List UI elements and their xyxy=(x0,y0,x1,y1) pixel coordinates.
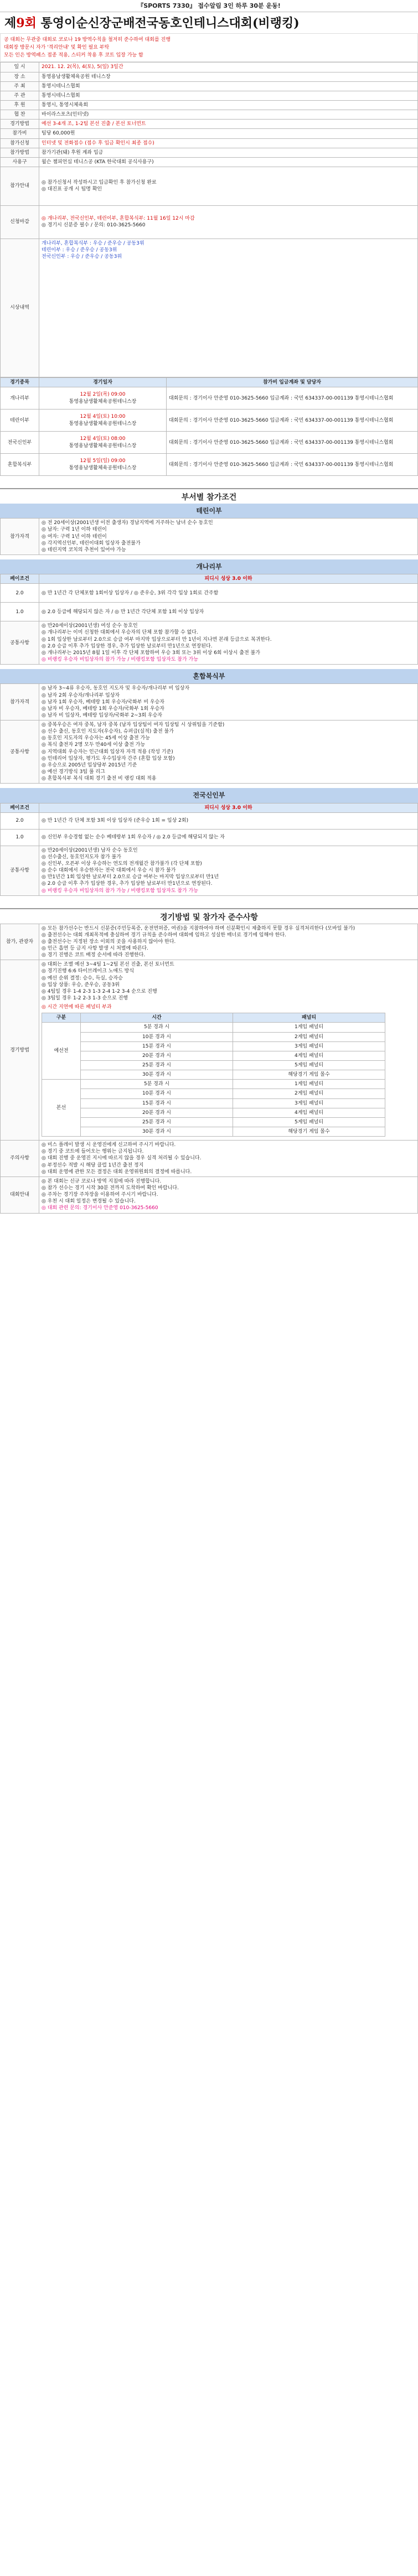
section-national: 전국신인부 xyxy=(0,788,418,802)
section-conditions: 부서별 참가조건 xyxy=(0,488,418,504)
notice-1: 공 대회는 무관중 대회로 코로나 19 방역수칙을 철저히 준수하여 대회를 진행 xyxy=(4,37,171,43)
notice-2: 대회장 방문시 자가 '격리안내' 및 확인 필요 부탁 xyxy=(4,45,110,51)
rules-table: 참가, 관광자 ◎ 모든 참가선수는 반드시 신분증(주민등록증, 운전면허증, 여권)을 지참하여야 하며 신분확인시 제출하지 못할 경우 실격처리한다 (모바일 불가) ◎ 출전선수는 대회 개최목적에 충실하여 경기 규칙을 준수하여 대회에 임하고 성실한 매너로 경기에 임해야 한다. ◎ 출전선수는 지정된 장소 이외의 곳을 사용하지 않아야 한다. ◎ 인근 흡연 등 금지 사항 발생 시 처벌에 따른다. ◎ 경기 진행은 코트 배정 순서에 따라 진행한다. 경기방법 ◎ 대회는 조별 예선 3~4팀 1~2팀 본선 진출, 본선 토너먼트 ◎ 경기진행 6:6 타이브레이크 노애드 방식 ◎ 예선 순위 결정: 승수, 득실, 승자승 ◎ 입상 상품: 우승, 준우승, 공동3위 ◎ 4팀일 경우 1-4 2-3 1-3 2-4 1-2 3-4 순으로 진행 ◎ 3팀일 경우 1-2 2-3 1-3 순으로 진행 ◎ 시간 지연에 따른 패널티 부과 구분 시간 패널티 예선전 5분 경과 시 1게임 패널티 10분 경과 시 2게임 패널티 15분 경과 시 3게임 패널티 20분 경과 시 4게임 패널티 25분 경과 시 5게임 패널티 30분 경과 시 해당경기 게임 몰수 본선 5분 경과 시 1게임 패널티 10분 경과 시 2게임 패널티 15분 경과 시 3게임 패널티 20분 경과 시 4게임 패널티 25분 경과 시 5게임 패널티 30분 경과 시 해당경기 게임 몰수 주의사항 ◎ 미스 플레이 발생 시 운영진에게 신고하여 주시기 바랍니다. ◎ 경기 중 코트에 들어오는 행위는 금지됩니다. ◎ 대회 진행 중 운영진 지시에 따르지 않을 경우 실격 처리될 수 있습니다. ◎ 부정선수 적발 시 해당 클럽 1년간 출전 정지 ◎ 대회 운영에 관한 모든 결정은 대회 운영위원회의 결정에 따릅니다. 대회안내 ◎ 본 대회는 신규 코로나 방역 지침에 따라 진행합니다. ◎ 참가 선수는 경기 시작 30분 전까지 도착하여 확인 바랍니다. ◎ 주차는 경기장 주차장을 이용하여 주시기 바랍니다. ◎ 우천 시 대회 일정은 변경될 수 있습니다. ◎ 대회 관련 문의: 경기이사 안준영 010-3625-5660 xyxy=(0,924,418,1214)
page-title: 제9회 통영이순신장군배전국동호인테니스대회(비랭킹) xyxy=(4,16,300,30)
notice-box xyxy=(0,33,418,62)
info-table: 일 시 2021. 12. 2(목), 4(토), 5(일) 3일간 장 소 통영용남생활체육공원 테니스장 주 최 통영시테니스협회 주 관 통영시테니스협회 후 원 통영시, 통영시체육회 협 찬 바이라스포츠(인터넷) 경기방법 예선 3-4개 조, 1-2팀 본선 진출 / 본선 토너먼트 참가비 팀당 60,000원 참가신청 인터넷 및 전화접수 (접수 후 입금 확인시 최종 접수) 참가방법 참가기관(돼) 후원 계좌 입금 사용구 월슨 챔피언십 테니스공 (KTA 한국대회 공식사용구) 참가안내 ◎ 참가신청서 작성하시고 입금확인 후 참가신청 완료 ◎ 대진표 공개 시 팀명 확인 신청마감 ◎ 개나리부, 전국신인부, 테린이부, 혼합복식부: 11월 16일 12시 마감 ◎ 경기시 신분증 필수 / 문의: 010-3625-5660 시상내역 개나리부, 혼합복식부 : 우승 / 준우승 / 공동3위 테린이부 : 우승 / 준우승 / 공동3위 전국신인부 : 우승 / 준우승 / 공동3위 xyxy=(0,62,418,377)
section-gaenari: 개나리부 xyxy=(0,559,418,574)
terini-table: 참가자격 ◎ 전 20세이상(2001년생 이전 출생자) 경남지역에 거주하는 남녀 순수 동호인 ◎ 남자: 구력 1년 이하 테린이 ◎ 여자: 구력 1년 이하 테린이 ◎ 각지역신인부, 테린이대회 입상자 출전불가 ◎ 테린지역 코치의 추천이 있어야 가능 xyxy=(0,518,418,555)
penalty-table: 구분 시간 패널티 예선전 5분 경과 시 1게임 패널티 10분 경과 시 2게임 패널티 15분 경과 시 3게임 패널티 20분 경과 시 4게임 패널티 25분 경과 시 5게임 패널티 30분 경과 시 해당경기 게임 몰수 본선 5분 경과 시 1게임 패널티 10분 경과 시 2게임 패널티 15분 경과 시 3게임 패널티 20분 경과 시 4게임 패널티 25분 경과 시 5게임 패널티 30분 경과 시 해당경기 게임 몰수 xyxy=(42,1013,385,1137)
mixed-table: 참가자격 ◎ 남자 3~4류 우승자, 동호인 지도자 및 우승자/개나리부 비 입상자 ◎ 남자 2회 우승자/개나리부 입상자 ◎ 남자 1회 우승자, 베테랑 1회 우승자/국화부 비 우승자 ◎ 남자 비 우승자, 베테랑 1회 우승자/국화부 1회 우승자 ◎ 남자 비 입상자, 베테랑 입상자/국화부 2~3회 우승자 공통사항 ◎ 중복우승은 여자 중복, 남자 중복 (남자 입상팀이 여자 입상팀 시 상위팀을 기준함) ◎ 선수 출신, 동호인 지도자(우승자), 슈퍼급(실적) 출전 불가 ◎ 동호인 지도자의 우승자는 45세 이상 출전 가능 ◎ 복식 출전자 2명 모두 만40세 이상 출전 가능 ◎ 지역대회 우승자는 인근대회 입상자 자격 적용 (작성 기준) ◎ 인테리어 입상자, 평가도 우수입상자 간주 (혼합 입상 포함) ◎ 우승으로 2005년 입상당부 2015년 기준 ◎ 예선 경기방식 3팀 풀 리그 ◎ 혼합복식부 복식 대회 경기 출전 비 랭킹 대회 적용 xyxy=(0,683,418,784)
section-terini: 테린이부 xyxy=(0,504,418,518)
schedule-table: 경기종목 경기일자 참가비 입금계좌 및 담당자 개나리부 12월 2일(목) 09:00 통영용남생활체육공원테니스장 대회문의 : 경기이사 안준영 010-3625-5660 입금계좌 : 국민 634337-00-001139 통영시테니스협회 테린이부 12월 4일(토) 10:00 통영용남생활체육공원테니스장 대회문의 : 경기이사 안준영 010-3625-5660 입금계좌 : 국민 634337-00-001139 통영시테니스협회 전국신인부 12월 4일(토) 08:00 통영용남생활체육공원테니스장 대회문의 : 경기이사 안준영 010-3625-5660 입금계좌 : 국민 634337-00-001139 통영시테니스협회 혼합복식부 12월 5일(일) 09:00 통영용남생활체육공원테니스장 대회문의 : 경기이사 안준영 010-3625-5660 입금계좌 : 국민 634337-00-001139 통영시테니스협회 xyxy=(0,377,418,476)
gaenari-table: 페이조건 피디시 성상 3.0 이하 2.0 ◎ 만 1년간 각 단체포함 1회이상 입상자 / ◎ 준우승, 3위 각각 입상 1회로 간주함 1.0 ◎ 2.0 등급에 해당되지 않은 자 / ◎ 만 1년간 각단체 포함 1회 이상 입상자 공통사항 ◎ 만20세이상(2001년생) 여성 순수 동호인 ◎ 개나리부는 이미 신청한 대회에서 우승자의 단체 포함 참가할 수 없다. ◎ 1회 입상한 남로부터 2.0으로 승급 여부 마지막 입상으로부터 만 1년이 지나면 본래 등급으로 복귀한다. ◎ 2.0 승급 이후 추가 입상한 경우, 추가 입상한 날로부터 만1년으로 연장된다. ◎ 개나리부는 2015년 8월 1일 이후 각 단체 포함하여 우승 3회 또는 3위 이상 6회 이상시 출전 불가 ◎ 비랭킹 우승자 비입상자의 참가 가능 / 비랭킹포함 입상자도 참가 가능 xyxy=(0,574,418,665)
national-table: 페이조건 피디시 성상 3.0 이하 2.0 ◎ 만 1년간 각 단체 포함 3회 이상 입상자 (준우승 1회 = 입상 2회) 1.0 ◎ 신인부 우승경험 없는 순수 베테랑부 1회 우승자 / ◎ 2.0 등급에 해당되지 않는 자 공통사항 ◎ 만20세이상(2001년생) 남자 순수 동호인 ◎ 선수출신, 동호인지도자 참가 불가 ◎ 신인부, 오픈부 이상 우승하는 연도의 전개월간 참가불가 (각 단체 포함) ◎ 순수 대회에서 우승한자는 전국 대회에서 우승 시 참가 불가 ◎ 만1년간 1회 입상한 날로부터 2.0으로 승급 여부는 마지막 입상으로부터 만1년 ◎ 2.0 승급 이후 추가 입상한 경우, 추가 입상한 날로부터 만1년으로 연장된다. ◎ 비랭킹 우승자 비입상자의 참가 가능 / 비랭킹포함 입상자도 참가 가능 xyxy=(0,803,418,896)
notice-3: 모든 인은 방역패스 접종 적용, 스티커 착용 후 코트 입장 가능 함 xyxy=(4,53,143,59)
topbar: 『SPORTS 7330』 접수알림 3인 하루 30분 운동! xyxy=(0,0,418,12)
section-mixed: 혼합복식부 xyxy=(0,669,418,683)
section-rules: 경기방법 및 참가자 준수사항 xyxy=(0,908,418,924)
